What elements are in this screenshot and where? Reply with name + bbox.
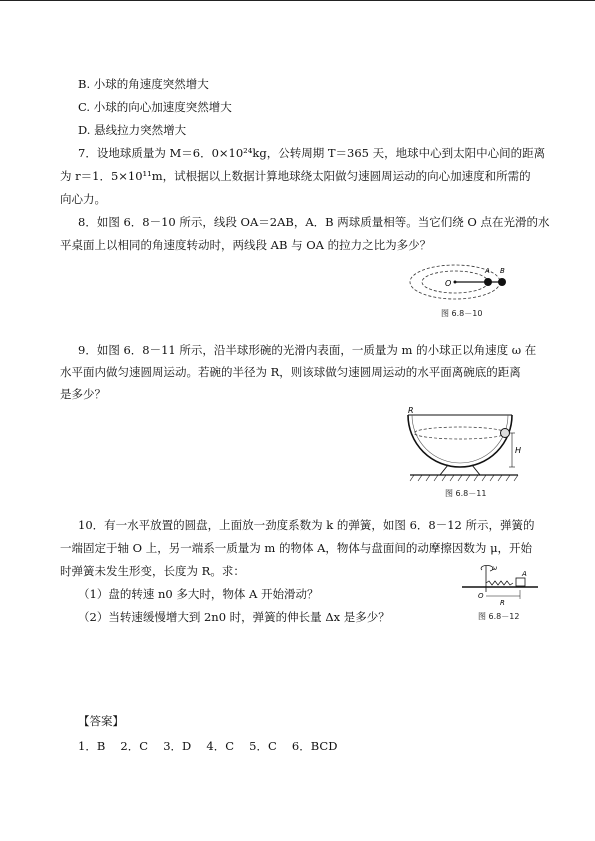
ball-a — [484, 278, 492, 286]
q7-line1: 7．设地球质量为 M＝6．0×10²⁴kg，公转周期 T＝365 天，地球中心到太阳中心间的距离 — [78, 146, 546, 160]
answers-heading: 【答案】 — [78, 714, 124, 728]
figure-caption-6-8-12: 图 6.8－12 — [478, 612, 520, 621]
orbit-ellipse — [414, 427, 506, 439]
label-r: R — [500, 599, 505, 607]
spring — [486, 581, 513, 585]
center-point — [454, 281, 457, 284]
figure-6-8-11 — [400, 403, 535, 487]
q10-line3: 时弹簧未发生形变，长度为 R。求： — [60, 564, 245, 578]
bowl-outline — [408, 415, 512, 467]
q9-line3: 是多少？ — [60, 387, 106, 401]
q8-line2: 平桌面上以相同的角速度转动时，两线段 AB 与 OA 的拉力之比为多少？ — [60, 238, 432, 252]
label-b: B — [500, 267, 505, 275]
block-a — [516, 578, 525, 586]
label-o: O — [478, 592, 484, 600]
figure-6-8-12 — [460, 560, 540, 610]
ball — [501, 429, 510, 438]
q10-line1: 10．有一水平放置的圆盘，上面放一劲度系数为 k 的弹簧，如图 6．8－12 所示，弹簧的 — [78, 518, 535, 532]
label-a: A — [485, 267, 490, 275]
q9-line1: 9．如图 6．8－11 所示，沿半球形碗的光滑内表面，一质量为 m 的小球正以角速度 ω 在 — [78, 343, 537, 357]
q10-sub1: （1）盘的转速 n0 多大时，物体 A 开始滑动？ — [78, 587, 319, 601]
option-d: D. 悬线拉力突然增大 — [78, 123, 187, 137]
label-o: O — [445, 279, 452, 288]
label-r: R — [408, 406, 414, 415]
table-hatching — [410, 475, 518, 481]
header-rule — [0, 0, 595, 1]
stand-left — [440, 465, 448, 475]
label-omega: ω — [492, 565, 498, 572]
q7-line2: 为 r＝1．5×10¹¹m，试根据以上数据计算地球绕太阳做匀速圆周运动的向心加速度和所需的 — [60, 169, 531, 183]
figure-caption-6-8-10: 图 6.8－10 — [441, 309, 483, 318]
label-a: A — [522, 570, 527, 578]
figure-6-8-10 — [405, 262, 525, 306]
option-c: C. 小球的向心加速度突然增大 — [78, 100, 232, 114]
ball-b — [498, 278, 506, 286]
q8-line1: 8．如图 6．8－10 所示，线段 OA＝2AB，A．B 两球质量相等。当它们绕 O 点在光滑的水 — [78, 215, 550, 229]
option-b: B. 小球的角速度突然增大 — [78, 77, 209, 91]
answers-line: 1．B 2．C 3．D 4．C 5．C 6．BCD — [78, 739, 338, 753]
q9-line2: 水平面内做匀速圆周运动。若碗的半径为 R，则该球做匀速圆周运动的水平面离碗底的距离 — [60, 365, 521, 379]
stand-right — [472, 465, 480, 475]
label-h: H — [515, 446, 522, 455]
figure-caption-6-8-11: 图 6.8－11 — [445, 489, 487, 498]
q7-line3: 向心力。 — [60, 192, 106, 206]
q10-line2: 一端固定于轴 O 上，另一端系一质量为 m 的物体 A，物体与盘面间的动摩擦因数为 μ，开始 — [60, 541, 533, 555]
q10-sub2: （2）当转速缓慢增大到 2n0 时，弹簧的伸长量 Δx 是多少？ — [78, 610, 390, 624]
